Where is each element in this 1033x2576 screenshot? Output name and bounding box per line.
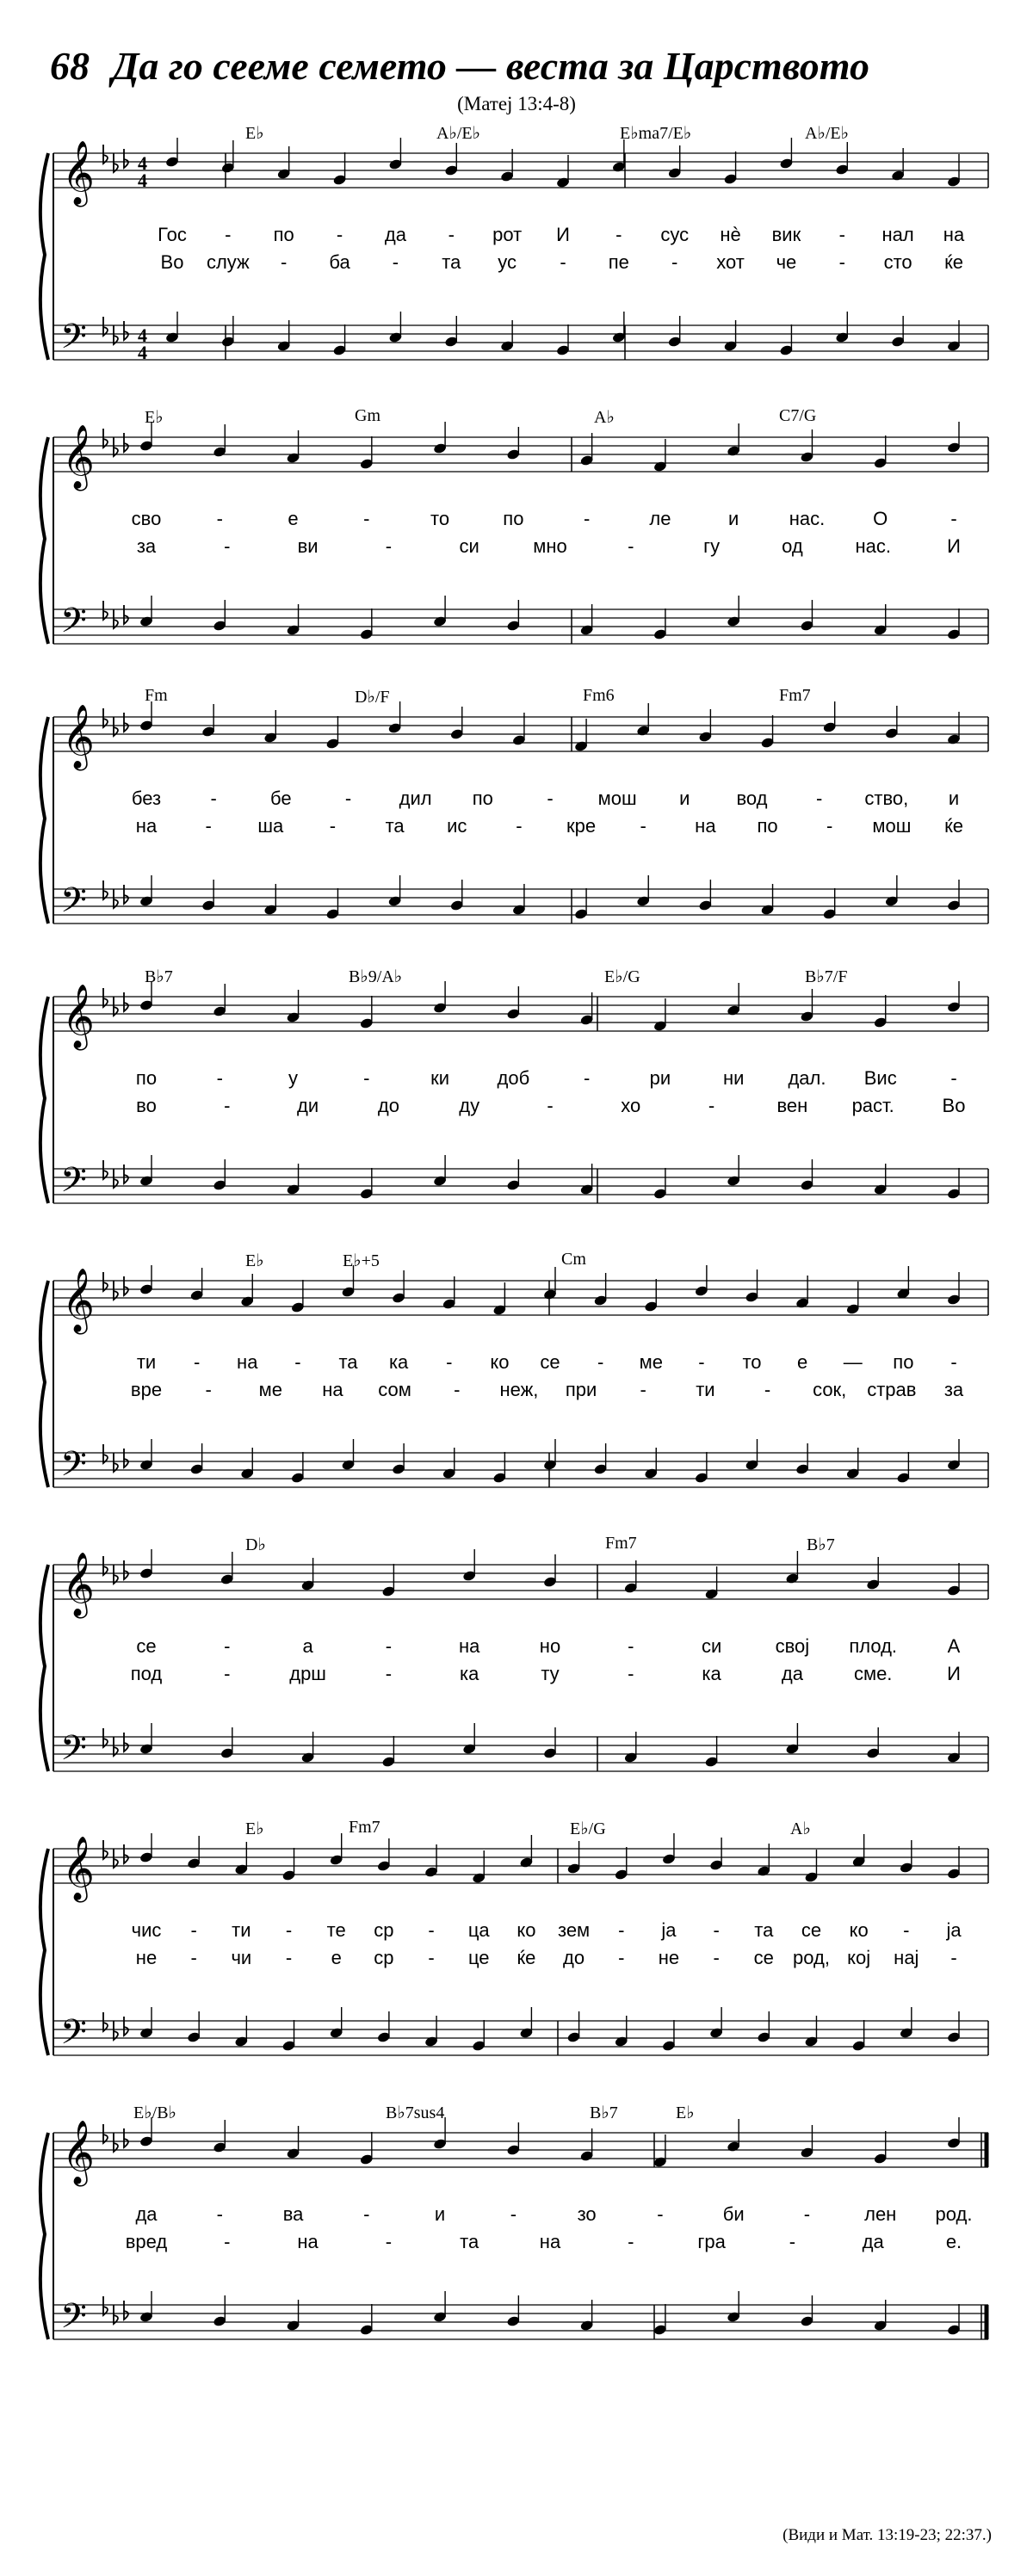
verse2-syllable: - bbox=[285, 1947, 293, 1968]
verse1-syllable: ко bbox=[490, 1351, 510, 1373]
verse2-syllable: не bbox=[135, 1947, 158, 1968]
verse2-syllable: - bbox=[454, 1379, 461, 1400]
verse1-syllable: ни bbox=[722, 1067, 745, 1089]
verse2-syllable: - bbox=[628, 2231, 634, 2252]
verse1-syllable: - bbox=[363, 508, 370, 529]
verse1-syllable: - bbox=[510, 2203, 517, 2225]
verse1-syllable: дал. bbox=[788, 1067, 826, 1089]
verse1-syllable: - bbox=[950, 1351, 957, 1373]
verse1-syllable: би bbox=[722, 2203, 745, 2225]
verse2-syllable: - bbox=[516, 815, 523, 837]
verse1-syllable: - bbox=[363, 1067, 370, 1089]
chord-symbol: E♭/G bbox=[604, 967, 640, 986]
verse2-syllable: да bbox=[781, 1663, 803, 1684]
verse1-syllable: доб bbox=[497, 1067, 530, 1089]
verse1-syllable: ја bbox=[946, 1919, 962, 1941]
chord-symbol: A♭ bbox=[790, 1819, 811, 1838]
verse2-syllable: служ bbox=[206, 251, 250, 273]
verse1-syllable: зо bbox=[577, 2203, 597, 2225]
verse1-syllable: - bbox=[547, 788, 554, 809]
verse1-syllable: - bbox=[336, 224, 343, 245]
verse1-syllable: ср bbox=[374, 1919, 394, 1941]
verse1-syllable: О bbox=[873, 508, 888, 529]
chord-symbol: Fm6 bbox=[583, 686, 615, 705]
verse1-syllable: по bbox=[472, 788, 493, 809]
svg-text:4: 4 bbox=[138, 342, 147, 363]
verse2-syllable: - bbox=[640, 1379, 646, 1400]
svg-text:4: 4 bbox=[138, 170, 147, 191]
chord-symbol: E♭/G bbox=[570, 1819, 606, 1838]
verse2-syllable: ка bbox=[460, 1663, 479, 1684]
verse1-syllable: - bbox=[225, 224, 232, 245]
chord-symbol: B♭7 bbox=[807, 1535, 835, 1554]
verse1-syllable: без bbox=[131, 788, 162, 809]
verse1-syllable: нè bbox=[720, 224, 741, 245]
verse2-syllable: ме bbox=[258, 1379, 282, 1400]
verse2-syllable: гу bbox=[703, 535, 721, 557]
verse1-syllable: - bbox=[597, 1351, 604, 1373]
svg-text:𝄞: 𝄞 bbox=[62, 1269, 95, 1332]
verse2-syllable: - bbox=[789, 2231, 796, 2252]
verse1-syllable: - bbox=[210, 788, 217, 809]
system-7 bbox=[0, 1818, 1033, 2091]
svg-text:𝄞: 𝄞 bbox=[62, 425, 95, 489]
verse2-syllable: за bbox=[136, 535, 157, 557]
chord-symbol: Fm7 bbox=[779, 686, 811, 705]
verse2-syllable: на bbox=[695, 815, 716, 837]
verse2-syllable: ша bbox=[257, 815, 284, 837]
verse2-syllable: гра bbox=[697, 2231, 726, 2252]
verse1-syllable: се bbox=[136, 1635, 157, 1657]
verse1-syllable: у bbox=[288, 1067, 299, 1089]
system-3 bbox=[0, 686, 1033, 960]
chord-symbol: B♭7 bbox=[590, 2103, 618, 2122]
verse2-syllable: по bbox=[757, 815, 778, 837]
verse2-syllable: - bbox=[224, 2231, 231, 2252]
verse2-syllable: - bbox=[385, 2231, 393, 2252]
svg-text:𝄢: 𝄢 bbox=[60, 1160, 87, 1208]
verse2-syllable: да bbox=[862, 2231, 884, 2252]
chord-symbol: Fm7 bbox=[349, 1818, 380, 1837]
verse1-syllable: - bbox=[285, 1919, 293, 1941]
verse1-syllable: чис bbox=[131, 1919, 162, 1941]
verse2-syllable: на bbox=[135, 815, 158, 837]
verse2-syllable: нас. bbox=[855, 535, 891, 557]
verse1-syllable: - bbox=[448, 224, 455, 245]
verse1-syllable: — bbox=[843, 1351, 863, 1373]
verse1-syllable: сво bbox=[131, 508, 162, 529]
verse1-syllable: се bbox=[801, 1919, 822, 1941]
verse2-syllable: - bbox=[428, 1947, 435, 1968]
verse2-syllable: ќе bbox=[516, 1947, 536, 1968]
svg-text:𝄞: 𝄞 bbox=[62, 1837, 95, 1900]
verse2-syllable: под bbox=[130, 1663, 163, 1684]
verse1-syllable: на bbox=[458, 1635, 480, 1657]
svg-text:𝄞: 𝄞 bbox=[62, 141, 95, 205]
verse2-syllable: та bbox=[385, 815, 405, 837]
verse2-syllable: вред bbox=[125, 2231, 168, 2252]
scripture-reference: (Матеј 13:4-8) bbox=[457, 93, 576, 114]
verse2-syllable: И bbox=[947, 1663, 961, 1684]
verse1-syllable: свој bbox=[775, 1635, 810, 1657]
verse1-syllable: ти bbox=[232, 1919, 251, 1941]
verse1-syllable: - bbox=[363, 2203, 370, 2225]
verse1-syllable: нал bbox=[881, 224, 914, 245]
verse1-syllable: и bbox=[728, 508, 739, 529]
verse1-syllable: вод bbox=[736, 788, 768, 809]
verse1-syllable: бе bbox=[270, 788, 292, 809]
verse2-syllable: дрш bbox=[289, 1663, 326, 1684]
verse2-syllable: во bbox=[136, 1095, 157, 1116]
hymn-title bbox=[50, 43, 869, 89]
verse1-syllable: - bbox=[618, 1919, 625, 1941]
verse2-syllable: ис bbox=[447, 815, 467, 837]
verse2-syllable: хо bbox=[621, 1095, 641, 1116]
verse2-syllable: - bbox=[764, 1379, 771, 1400]
verse2-syllable: - bbox=[560, 251, 566, 273]
verse2-syllable: - bbox=[838, 251, 845, 273]
verse2-syllable: ду bbox=[459, 1095, 480, 1116]
verse1-syllable: то bbox=[430, 508, 450, 529]
svg-text:𝄢: 𝄢 bbox=[60, 880, 87, 929]
chord-symbol: E♭ bbox=[676, 2103, 695, 2122]
verse1-syllable: плод. bbox=[849, 1635, 898, 1657]
verse1-syllable: вик bbox=[771, 224, 801, 245]
verse1-syllable: дил bbox=[399, 788, 432, 809]
verse2-syllable: на bbox=[539, 2231, 561, 2252]
verse2-syllable: - bbox=[618, 1947, 625, 1968]
verse2-syllable: до bbox=[563, 1947, 585, 1968]
verse2-syllable: мно bbox=[533, 535, 567, 557]
chord-symbol: B♭7sus4 bbox=[386, 2103, 445, 2122]
verse1-syllable: те bbox=[326, 1919, 346, 1941]
verse2-syllable: - bbox=[385, 1663, 393, 1684]
chord-symbol: E♭ma7/E♭ bbox=[620, 124, 692, 143]
verse2-syllable: сок, bbox=[813, 1379, 847, 1400]
verse2-syllable: - bbox=[713, 1947, 720, 1968]
verse2-syllable: це bbox=[467, 1947, 490, 1968]
verse2-syllable: - bbox=[329, 815, 337, 837]
verse2-syllable: - bbox=[385, 535, 393, 557]
verse1-syllable: лен bbox=[864, 2203, 897, 2225]
system-4 bbox=[0, 967, 1033, 1239]
verse2-syllable: - bbox=[671, 251, 678, 273]
verse2-syllable: - bbox=[190, 1947, 197, 1968]
verse1-syllable: си bbox=[701, 1635, 722, 1657]
chord-symbol: E♭ bbox=[245, 124, 264, 143]
verse1-syllable: - bbox=[294, 1351, 301, 1373]
verse2-syllable: ту bbox=[541, 1663, 560, 1684]
verse2-syllable: - bbox=[224, 1663, 231, 1684]
verse2-syllable: сом bbox=[378, 1379, 411, 1400]
verse2-syllable: на bbox=[297, 2231, 319, 2252]
chord-symbol: B♭9/A♭ bbox=[349, 967, 403, 986]
verse1-syllable: по bbox=[503, 508, 524, 529]
chord-symbol: Cm bbox=[561, 1250, 586, 1269]
chord-symbol: Fm7 bbox=[605, 1534, 637, 1553]
verse2-syllable: си bbox=[459, 535, 479, 557]
verse2-syllable: ди bbox=[297, 1095, 319, 1116]
verse2-syllable: - bbox=[392, 251, 399, 273]
verse2-syllable: нај bbox=[894, 1947, 919, 1968]
verse2-syllable: раст. bbox=[851, 1095, 894, 1116]
verse2-syllable: ка bbox=[702, 1663, 721, 1684]
svg-text:𝄞: 𝄞 bbox=[62, 1553, 95, 1616]
verse1-syllable: - bbox=[446, 1351, 453, 1373]
verse1-syllable: рот bbox=[492, 224, 523, 245]
system-1 bbox=[0, 124, 1033, 396]
verse1-syllable: ја bbox=[661, 1919, 677, 1941]
verse1-syllable: - bbox=[950, 1067, 957, 1089]
verse2-syllable: - bbox=[628, 535, 634, 557]
verse2-syllable: - bbox=[826, 815, 833, 837]
chord-symbol: A♭ bbox=[594, 408, 615, 427]
verse1-syllable: ство, bbox=[864, 788, 909, 809]
verse2-syllable: се bbox=[753, 1947, 774, 1968]
verse2-syllable: - bbox=[950, 1947, 957, 1968]
verse2-syllable: - bbox=[547, 1095, 554, 1116]
verse1-syllable: - bbox=[583, 1067, 591, 1089]
verse2-syllable: е bbox=[331, 1947, 342, 1968]
verse2-syllable: не bbox=[658, 1947, 680, 1968]
verse2-syllable: ба bbox=[329, 251, 350, 273]
verse1-syllable: - bbox=[615, 224, 622, 245]
system-8 bbox=[0, 2103, 1033, 2375]
footnote: (Види и Мат. 13:19-23; 22:37.) bbox=[782, 2526, 992, 2544]
verse1-syllable: мош bbox=[597, 788, 637, 809]
hymn-number: 68 bbox=[50, 44, 90, 88]
verse1-syllable: сус bbox=[660, 224, 690, 245]
chord-symbol: D♭/F bbox=[355, 688, 390, 707]
verse2-syllable: ус bbox=[498, 251, 517, 273]
verse2-syllable: Во bbox=[160, 251, 184, 273]
verse2-syllable: мош bbox=[872, 815, 912, 837]
verse2-syllable: за bbox=[943, 1379, 964, 1400]
verse1-syllable: ти bbox=[136, 1351, 157, 1373]
chord-symbol: B♭7 bbox=[145, 967, 173, 986]
verse2-syllable: - bbox=[224, 1095, 231, 1116]
verse2-syllable: ти bbox=[696, 1379, 715, 1400]
svg-text:𝄞: 𝄞 bbox=[62, 705, 95, 769]
verse1-syllable: - bbox=[950, 508, 957, 529]
verse1-syllable: та bbox=[754, 1919, 774, 1941]
verse2-syllable: сме. bbox=[853, 1663, 893, 1684]
verse2-syllable: вен bbox=[776, 1095, 808, 1116]
verse1-syllable: - bbox=[216, 1067, 223, 1089]
verse1-syllable: е bbox=[797, 1351, 808, 1373]
verse1-syllable: А bbox=[947, 1635, 961, 1657]
verse1-syllable: ле bbox=[649, 508, 671, 529]
hymn-title-text: Да го сееме семето — веста за Царството bbox=[112, 44, 869, 88]
svg-text:4: 4 bbox=[138, 324, 147, 346]
verse2-syllable: - bbox=[205, 1379, 212, 1400]
chord-symbol: B♭7/F bbox=[805, 967, 848, 986]
chord-symbol: E♭+5 bbox=[343, 1251, 380, 1270]
verse2-syllable: - bbox=[224, 535, 231, 557]
verse1-syllable: ко bbox=[516, 1919, 536, 1941]
verse2-syllable: пе bbox=[608, 251, 629, 273]
svg-text:𝄢: 𝄢 bbox=[60, 317, 87, 365]
verse1-syllable: по bbox=[273, 224, 294, 245]
chord-symbol: E♭/B♭ bbox=[133, 2103, 176, 2122]
verse1-syllable: ко bbox=[849, 1919, 869, 1941]
svg-text:4: 4 bbox=[138, 152, 147, 174]
verse1-syllable: ки bbox=[430, 1067, 450, 1089]
verse2-syllable: И bbox=[947, 535, 961, 557]
verse2-syllable: ќе bbox=[944, 815, 963, 837]
verse1-syllable: ме bbox=[639, 1351, 663, 1373]
verse1-syllable: зем bbox=[557, 1919, 591, 1941]
verse1-syllable: е bbox=[288, 508, 299, 529]
verse1-syllable: - bbox=[803, 2203, 811, 2225]
verse1-syllable: и bbox=[679, 788, 690, 809]
svg-text:𝄢: 𝄢 bbox=[60, 2296, 87, 2344]
chord-symbol: C7/G bbox=[779, 406, 817, 425]
verse1-syllable: - bbox=[216, 2203, 223, 2225]
verse2-syllable: при bbox=[565, 1379, 597, 1400]
chord-symbol: E♭ bbox=[245, 1819, 264, 1838]
verse1-syllable: да bbox=[384, 224, 406, 245]
verse2-syllable: е. bbox=[945, 2231, 962, 2252]
verse1-syllable: И bbox=[556, 224, 570, 245]
verse2-syllable: чи bbox=[231, 1947, 252, 1968]
verse1-syllable: ва bbox=[282, 2203, 304, 2225]
verse2-syllable: хот bbox=[716, 251, 745, 273]
verse2-syllable: ви bbox=[297, 535, 319, 557]
chord-symbol: A♭/E♭ bbox=[805, 124, 850, 143]
verse1-syllable: - bbox=[344, 788, 352, 809]
verse2-syllable: - bbox=[628, 1663, 634, 1684]
verse1-syllable: - bbox=[628, 1635, 634, 1657]
svg-text:𝄢: 𝄢 bbox=[60, 601, 87, 649]
verse1-syllable: - bbox=[903, 1919, 910, 1941]
verse1-syllable: и bbox=[434, 2203, 446, 2225]
verse2-syllable: че bbox=[776, 251, 797, 273]
verse2-syllable: та bbox=[460, 2231, 479, 2252]
verse2-syllable: вре bbox=[130, 1379, 163, 1400]
svg-text:𝄢: 𝄢 bbox=[60, 1728, 87, 1776]
svg-text:𝄞: 𝄞 bbox=[62, 2121, 95, 2184]
verse2-syllable: сто bbox=[883, 251, 912, 273]
verse1-syllable: - bbox=[698, 1351, 705, 1373]
verse1-syllable: род. bbox=[935, 2203, 973, 2225]
chord-symbol: A♭/E♭ bbox=[436, 124, 481, 143]
chord-symbol: D♭ bbox=[245, 1535, 266, 1554]
verse1-syllable: Вис bbox=[863, 1067, 897, 1089]
verse1-syllable: се bbox=[540, 1351, 560, 1373]
verse2-syllable: - bbox=[205, 815, 212, 837]
verse2-syllable: до bbox=[377, 1095, 399, 1116]
svg-text:𝄞: 𝄞 bbox=[62, 985, 95, 1048]
verse1-syllable: - bbox=[838, 224, 845, 245]
verse2-syllable: од bbox=[782, 535, 803, 557]
verse1-syllable: Гос bbox=[158, 224, 187, 245]
verse1-syllable: - bbox=[190, 1919, 197, 1941]
svg-text:𝄢: 𝄢 bbox=[60, 1444, 87, 1492]
verse1-syllable: по bbox=[893, 1351, 914, 1373]
verse1-syllable: по bbox=[135, 1067, 158, 1089]
verse1-syllable: на bbox=[943, 224, 965, 245]
verse1-syllable: на bbox=[237, 1351, 258, 1373]
verse1-syllable: нас. bbox=[789, 508, 826, 529]
verse1-syllable: а bbox=[302, 1635, 313, 1657]
verse1-syllable: ца bbox=[467, 1919, 490, 1941]
verse1-syllable: но bbox=[539, 1635, 561, 1657]
verse2-syllable: - bbox=[281, 251, 288, 273]
verse1-syllable: ри bbox=[649, 1067, 671, 1089]
system-6 bbox=[0, 1534, 1033, 1807]
verse1-syllable: - bbox=[385, 1635, 393, 1657]
verse2-syllable: кре bbox=[566, 815, 597, 837]
verse2-syllable: - bbox=[640, 815, 646, 837]
verse2-syllable: та bbox=[442, 251, 461, 273]
verse2-syllable: страв bbox=[867, 1379, 917, 1400]
verse1-syllable: - bbox=[193, 1351, 201, 1373]
chord-symbol: E♭ bbox=[145, 408, 164, 427]
chord-symbol: E♭ bbox=[245, 1251, 264, 1270]
verse1-syllable: та bbox=[338, 1351, 358, 1373]
verse1-syllable: - bbox=[224, 1635, 231, 1657]
system-5 bbox=[0, 1250, 1033, 1523]
svg-text:𝄢: 𝄢 bbox=[60, 2012, 87, 2060]
verse1-syllable: - bbox=[216, 508, 223, 529]
verse2-syllable: ќе bbox=[944, 251, 963, 273]
verse2-syllable: на bbox=[322, 1379, 343, 1400]
verse2-syllable: ср bbox=[374, 1947, 394, 1968]
verse1-syllable: да bbox=[135, 2203, 158, 2225]
chord-symbol: Fm bbox=[145, 686, 168, 705]
verse1-syllable: - bbox=[815, 788, 823, 809]
system-2 bbox=[0, 406, 1033, 680]
verse1-syllable: ка bbox=[388, 1351, 409, 1373]
verse1-syllable: - bbox=[583, 508, 591, 529]
verse2-syllable: род, bbox=[793, 1947, 830, 1968]
verse2-syllable: - bbox=[708, 1095, 715, 1116]
verse1-syllable: то bbox=[742, 1351, 762, 1373]
verse2-syllable: неж, bbox=[499, 1379, 539, 1400]
verse1-syllable: - bbox=[657, 2203, 664, 2225]
chord-symbol: Gm bbox=[355, 406, 380, 425]
verse1-syllable: - bbox=[428, 1919, 435, 1941]
verse2-syllable: кој bbox=[847, 1947, 871, 1968]
verse1-syllable: и bbox=[948, 788, 960, 809]
verse1-syllable: - bbox=[713, 1919, 720, 1941]
verse2-syllable: Во bbox=[942, 1095, 966, 1116]
